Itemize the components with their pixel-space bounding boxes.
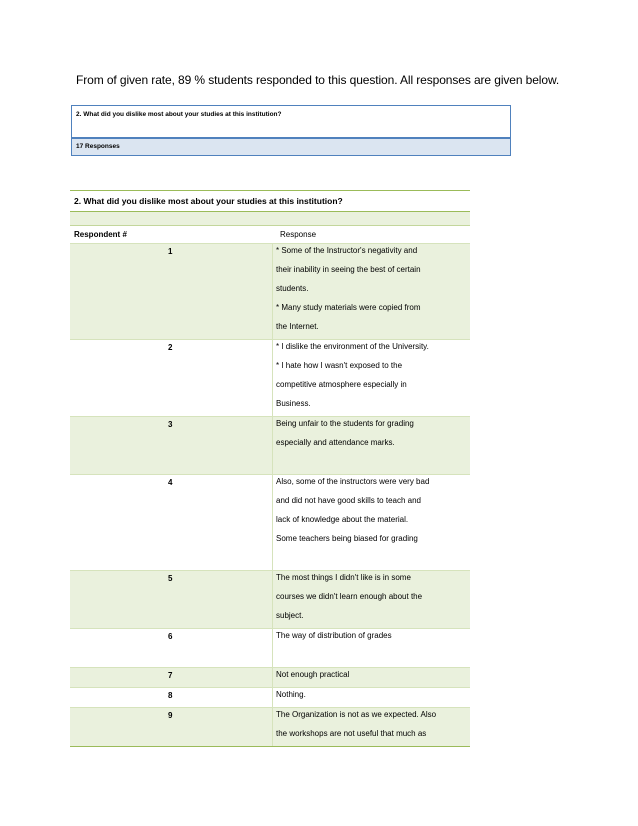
response-line: the workshops are not useful that much as [276, 729, 427, 738]
respondent-number: 1 [168, 247, 173, 256]
response-line: Also, some of the instructors were very bad [276, 477, 430, 486]
respondent-number: 2 [168, 343, 173, 352]
response-line: Nothing. [276, 690, 306, 699]
respondent-number: 6 [168, 632, 173, 641]
response-line: Some teachers being biased for grading [276, 534, 418, 543]
table-row [70, 628, 470, 667]
respondent-number: 3 [168, 420, 173, 429]
table-row [70, 570, 470, 628]
response-text [272, 688, 470, 707]
question-box [71, 105, 511, 156]
table-bottom-border [70, 746, 470, 747]
response-text [272, 475, 470, 570]
response-line: their inability in seeing the best of certain [276, 265, 421, 274]
respondent-number: 7 [168, 671, 173, 680]
table-row [70, 243, 470, 339]
response-line: Being unfair to the students for grading [276, 419, 414, 428]
response-line: students. [276, 284, 309, 293]
table-header-band [70, 212, 470, 226]
column-header-respondent: Respondent # [74, 230, 127, 239]
response-line: the Internet. [276, 322, 319, 331]
response-line: Business. [276, 399, 311, 408]
response-line [276, 551, 470, 570]
responses-table [70, 190, 470, 747]
table-row [70, 416, 470, 474]
respondent-number: 4 [168, 478, 173, 487]
table-row [70, 339, 470, 416]
response-text [272, 708, 470, 746]
response-line: * Some of the Instructor's negativity and [276, 246, 418, 255]
table-title: 2. What did you dislike most about your studies at this institution? [70, 191, 470, 212]
response-line: and did not have good skills to teach and [276, 496, 421, 505]
response-line: * I hate how I wasn't exposed to the [276, 361, 403, 370]
response-line [276, 648, 470, 667]
response-text [272, 629, 470, 667]
response-line: courses we didn't learn enough about the [276, 592, 423, 601]
intro-text: From of given rate, 89 % students responded to this question. All responses are given below. [76, 73, 560, 87]
response-line: Not enough practical [276, 670, 350, 679]
table-row [70, 667, 470, 687]
response-line: lack of knowledge about the material. [276, 515, 409, 524]
response-line: * I dislike the environment of the University. [276, 342, 429, 351]
response-text [272, 244, 470, 339]
response-line: The most things I didn't like is in some [276, 573, 411, 582]
response-line: * Many study materials were copied from [276, 303, 421, 312]
response-text [272, 668, 470, 687]
respondent-number: 8 [168, 691, 173, 700]
table-row [70, 707, 470, 746]
table-header-row [70, 226, 470, 243]
column-header-response: Response [280, 230, 317, 239]
response-line: The way of distribution of grades [276, 631, 392, 640]
response-text [272, 417, 470, 474]
response-line: The Organization is not as we expected. Also [276, 710, 437, 719]
response-line: subject. [276, 611, 304, 620]
table-row [70, 474, 470, 570]
response-text [272, 340, 470, 416]
response-line [276, 455, 470, 474]
respondent-number: 5 [168, 574, 173, 583]
table-body [70, 243, 470, 746]
response-line: especially and attendance marks. [276, 438, 395, 447]
question-box-question: 2. What did you dislike most about your studies at this institution? [71, 105, 511, 139]
table-row [70, 687, 470, 707]
question-box-response-count: 17 Responses [71, 139, 511, 156]
respondent-number: 9 [168, 711, 173, 720]
response-line: competitive atmosphere especially in [276, 380, 407, 389]
response-text [272, 571, 470, 628]
